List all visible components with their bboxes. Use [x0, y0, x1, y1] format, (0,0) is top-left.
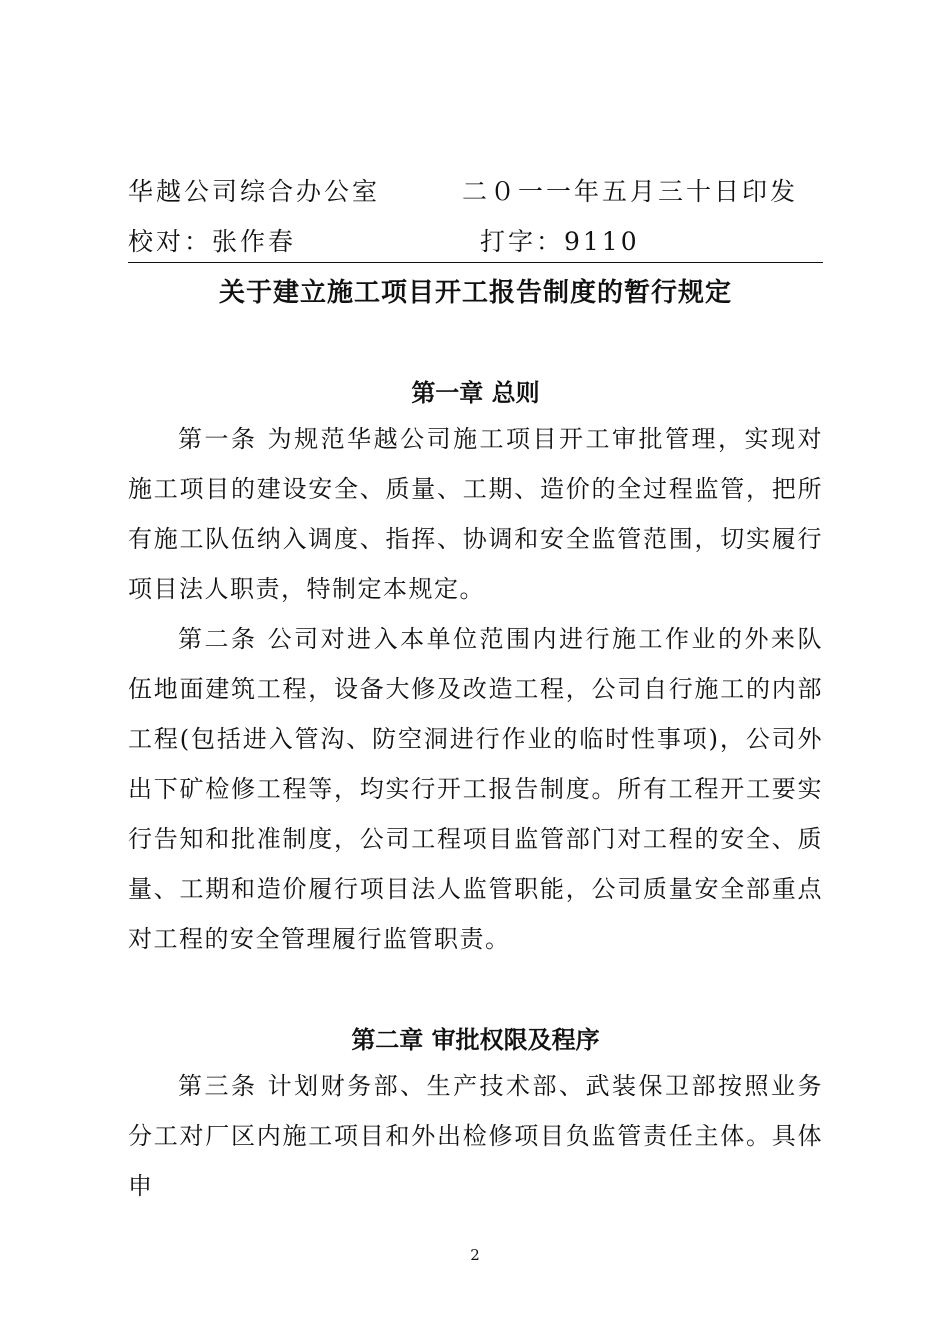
article-2: 第二条 公司对进入本单位范围内进行施工作业的外来队伍地面建筑工程，设备大修及改造工程，公司自行施工的内部工程(包括进入管沟、防空洞进行作业的临时性事项)，公司外出下矿检修工程等，均实行开工报告制度。所有工程开工要实行告知和批准制度，公司工程项目监管部门对工程的安全、质量、工期和造价履行项目法人监管职能，公司质量安全部重点对工程的安全管理履行监管职责。 [128, 625, 823, 953]
article-3: 第三条 计划财务部、生产技术部、武装保卫部按照业务分工对厂区内施工项目和外出检修项目负监管责任主体。具体申 [128, 1072, 823, 1200]
issue-date: 二０一一年五月三十日印发 [462, 177, 799, 206]
chapter-1-heading: 第一章 总则 [411, 379, 540, 407]
article-1: 第一条 为规范华越公司施工项目开工审批管理，实现对施工项目的建设安全、质量、工期、造价的全过程监管，把所有施工队伍纳入调度、指挥、协调和安全监管范围，切实履行项目法人职责，特制定本规定。 [128, 425, 823, 603]
header-divider [128, 262, 823, 263]
page-number: 2 [470, 1246, 480, 1264]
document-title: 关于建立施工项目开工报告制度的暂行规定 [218, 278, 732, 308]
issuer: 华越公司综合办公室 [128, 177, 381, 206]
typist: 打字：9110 [480, 227, 640, 256]
chapter-2-heading: 第二章 审批权限及程序 [351, 1026, 600, 1054]
proofreader: 校对：张作春 [128, 227, 297, 256]
